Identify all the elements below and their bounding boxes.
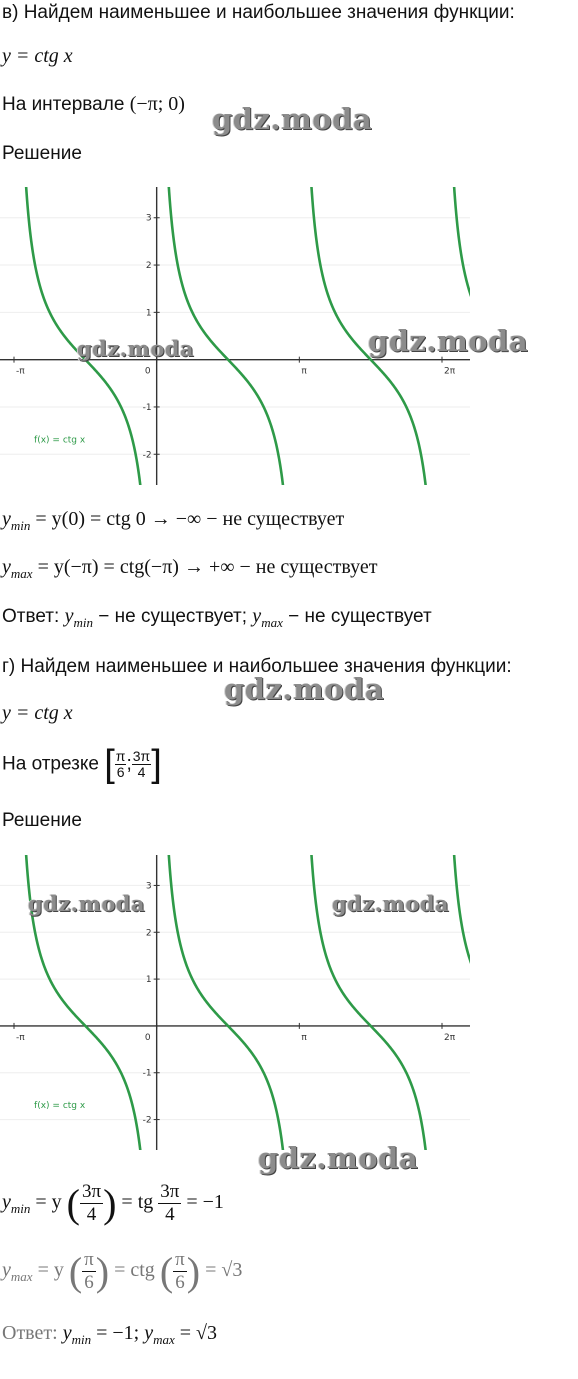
solution-label-v: Решение [2,143,82,164]
watermark: gdz.moda [224,672,385,706]
x-tick-label: 0 [144,366,151,377]
x-tick-label: π [301,1032,307,1043]
y-tick-label: 2 [145,261,152,272]
answer-v: Ответ: $y_{min}$ − не существует; $y_{max}$ − не существует [2,605,432,630]
y-tick-label: 1 [145,975,152,986]
y-tick-label: -2 [142,450,152,461]
ymin-g: $y_{min} = y$ ( $\frac{3\pi}{4}$ ) = tg $\frac{3\pi}{4}$ = −1 [2,1181,224,1226]
heading-v: в) Найдем наименьшее и наибольшее значения функции: [2,2,515,23]
watermark: gdz.moda [77,336,195,361]
solution-label-g: Решение [2,810,82,831]
y-tick-label: -2 [142,1115,152,1126]
x-tick-label: 0 [144,1032,151,1043]
function-label: f(x) = ctg x [34,1100,86,1111]
y-tick-label: 3 [145,881,152,892]
watermark: gdz.moda [212,102,373,136]
ymax-v: $y_{max} = y(-\pi) = ctg(-\pi)$ → +∞ − не существует [2,556,378,581]
answer-g: Ответ: $y_{min} = -1$; $y_{max} = √3$ [2,1322,218,1347]
watermark: gdz.moda [28,891,146,916]
function-g: y = ctg x [2,702,73,724]
x-tick-label: -π [16,1032,25,1043]
ctg-branch [453,855,470,1150]
function-v: y = ctg x [2,45,73,67]
interval-v: На интервале (−π; 0) [2,93,185,115]
ymin-v: $y_{min} = y(0)$ = ctg 0 → −∞ − не существует [2,508,345,533]
heading-g: г) Найдем наименьшее и наибольшее значения функции: [2,656,512,677]
y-tick-label: 3 [145,213,152,224]
x-tick-label: -π [16,366,25,377]
watermark: gdz.moda [332,891,450,916]
x-tick-label: π [301,366,307,377]
ymax-g: $y_{max} = y$ ( $\frac{\pi}{6}$ ) = ctg ( $\frac{\pi}{6}$ ) = √3 [2,1249,243,1294]
x-tick-label: 2π [443,366,456,377]
y-tick-label: -1 [142,1068,152,1079]
watermark: gdz.moda [258,1141,419,1175]
y-tick-label: -1 [142,402,152,413]
function-label: f(x) = ctg x [34,435,86,446]
ctg-branch [167,855,285,1150]
y-tick-label: 1 [145,308,152,319]
segment-g: На отрезке [ $\frac{\pi}{6}$ ; $\frac{3\pi}{4}$ ] [2,743,162,785]
y-tick-label: 2 [145,928,152,939]
watermark: gdz.moda [368,324,529,358]
x-tick-label: 2π [443,1032,456,1043]
